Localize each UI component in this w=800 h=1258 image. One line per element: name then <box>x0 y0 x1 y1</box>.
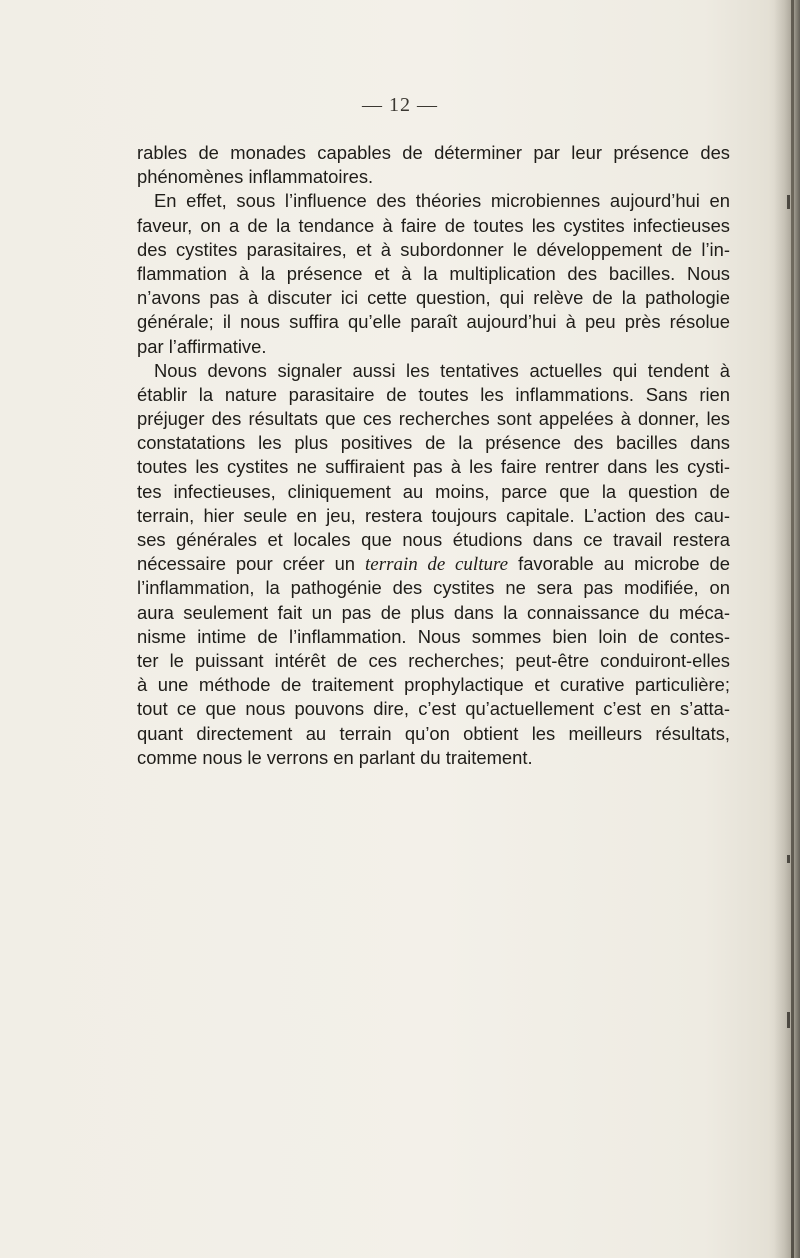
text-line: préjuger des résultats que ces recherches sont appelées à donner, les <box>137 408 730 430</box>
text-segment: favorable au microbe de <box>508 553 731 575</box>
text-line: rables de monades capables de déterminer par leur présence des <box>137 142 730 163</box>
text-line: nisme intime de l’inflammation. Nous sommes bien loin de contes- <box>137 625 730 647</box>
text-line: aura seulement fait un pas de plus dans la connaissance du méca- <box>137 601 730 623</box>
page-edge-shadow <box>774 0 800 1258</box>
italic-phrase: terrain de culture <box>365 554 509 576</box>
text-line: ter le puissant intérêt de ces recherches; peut-être conduiront-elles <box>137 649 730 671</box>
page-number: — 12 — <box>362 94 438 116</box>
text-line: établir la nature parasitaire de toutes les inflammations. Sans rien <box>137 383 730 405</box>
text-line: des cystites parasitaires, et à subordonner le développement de l’in- <box>137 238 730 260</box>
text-line: En effet, sous l’influence des théories microbiennes aujourd’hui en <box>154 190 730 212</box>
edge-mark <box>787 195 790 209</box>
text-line: par l’affirmative. <box>137 335 267 357</box>
text-segment: nécessaire pour créer un <box>137 553 366 575</box>
text-line: générale; il nous suffira qu’elle paraît aujourd’hui à peu près résolue <box>137 311 730 333</box>
text-line: l’inflammation, la pathogénie des cystites ne sera pas modifiée, on <box>137 577 730 599</box>
edge-mark <box>787 855 790 863</box>
text-line: phénomènes inflammatoires. <box>137 166 374 188</box>
text-line: terrain, hier seule en jeu, restera toujours capitale. L’action des cau- <box>137 504 730 526</box>
text-line-with-italic <box>137 552 730 576</box>
text-line: quant directement au terrain qu’on obtient les meilleurs résultats, <box>137 722 730 744</box>
text-line: ses générales et locales que nous étudions dans ce travail restera <box>137 529 730 550</box>
text-line: tout ce que nous pouvons dire, c’est qu’actuellement c’est en s’atta- <box>137 698 730 720</box>
binding-edge <box>791 0 794 1258</box>
text-line: Nous devons signaler aussi les tentatives actuelles qui tendent à <box>154 359 730 381</box>
text-line: tes infectieuses, cliniquement au moins, parce que la question de <box>137 480 730 502</box>
text-line: n’avons pas à discuter ici cette question, qui relève de la pathologie <box>137 287 730 309</box>
text-line: toutes les cystites ne suffiraient pas à les faire rentrer dans les cysti- <box>137 456 730 478</box>
text-line: flammation à la présence et à la multiplication des bacilles. Nous <box>137 262 730 284</box>
text-line: constatations les plus positives de la présence des bacilles dans <box>137 432 730 454</box>
edge-mark <box>787 1012 790 1028</box>
text-line: faveur, on a de la tendance à faire de toutes les cystites infectieuses <box>137 214 730 236</box>
text-line: comme nous le verrons en parlant du traitement. <box>137 746 533 768</box>
text-line: à une méthode de traitement prophylactique et curative particulière; <box>137 674 730 696</box>
body-text <box>137 141 730 770</box>
